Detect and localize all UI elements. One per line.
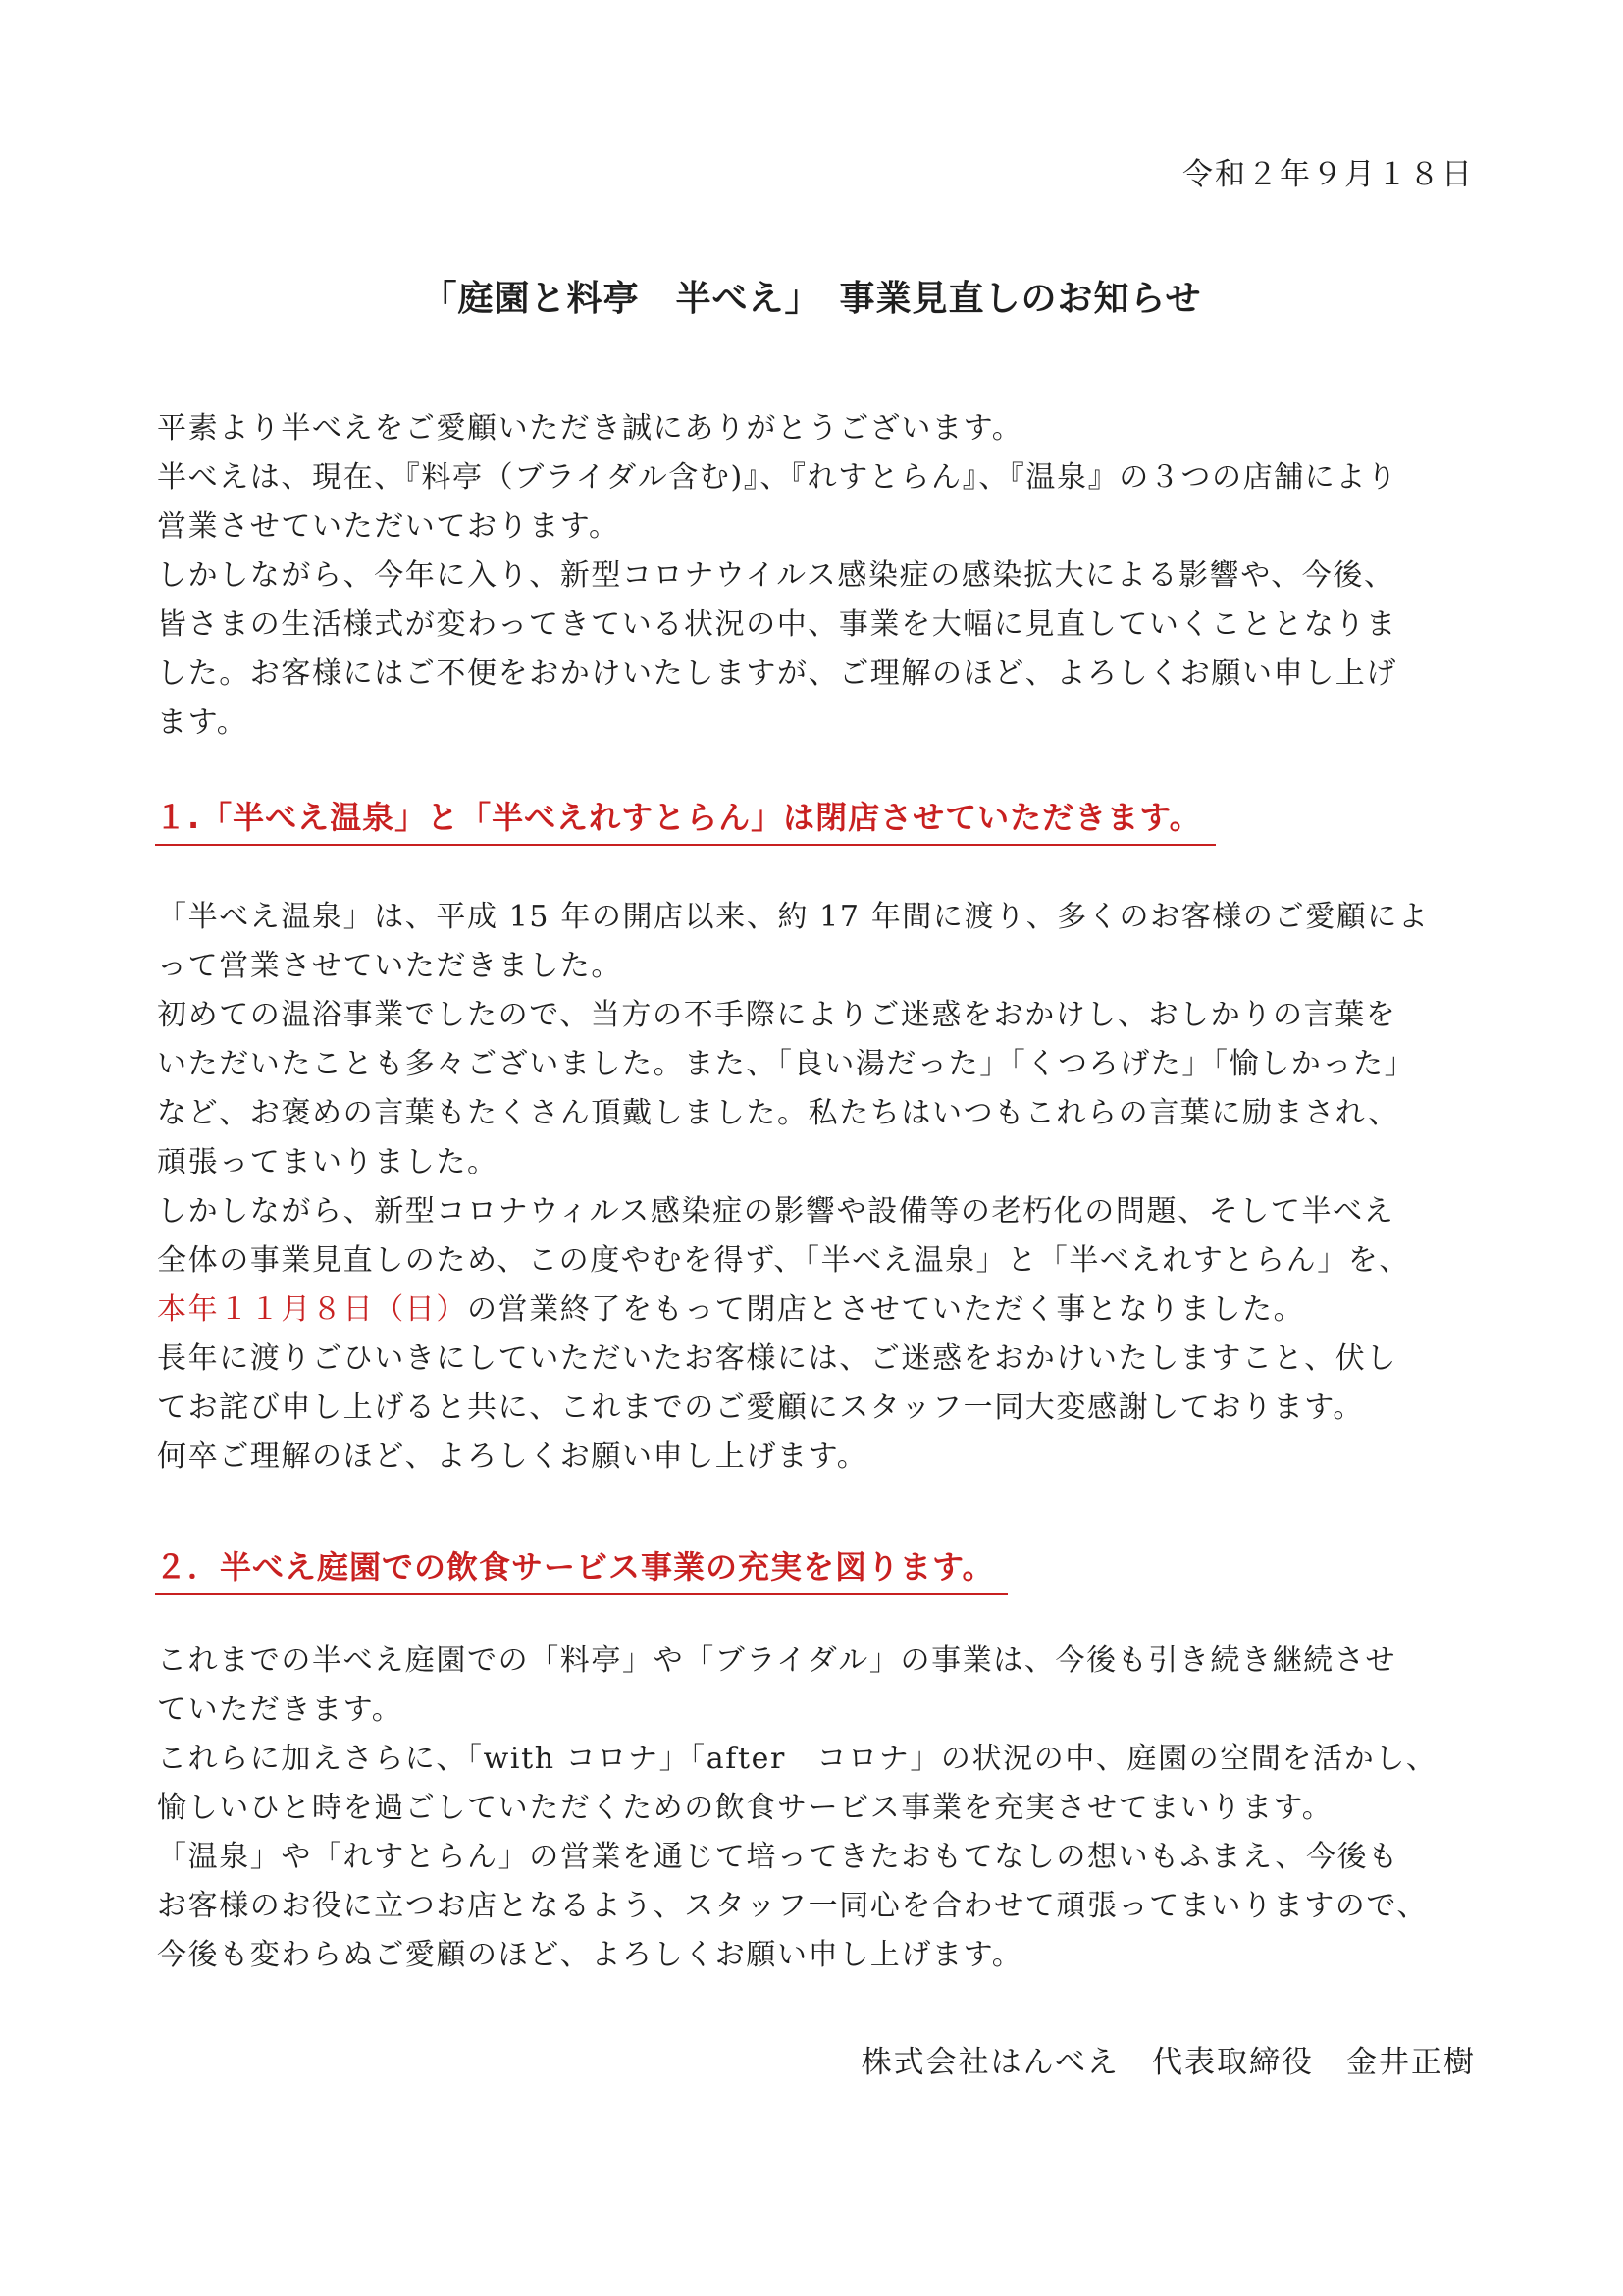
closing-date: 本年１１月８日（日） — [157, 1292, 467, 1327]
signature: 株式会社はんべえ 代表取締役 金井正樹 — [861, 2045, 1476, 2080]
closing-date-line — [157, 1285, 1492, 1334]
intro-line: しかしながら、今年に入り、新型コロナウイルス感染症の感染拡大による影響や、今後、 — [157, 558, 1395, 593]
section1-line: しかしながら、新型コロナウィルス感染症の影響や設備等の老朽化の問題、そして半べえ — [157, 1194, 1395, 1228]
intro-line: 平素より半べえをご愛顧いただき誠にありがとうございます。 — [157, 411, 1023, 445]
section1-line: てお詫び申し上げると共に、これまでのご愛顧にスタッフ一同大変感謝しております。 — [157, 1390, 1364, 1425]
section2-heading: ２．半べえ庭園での飲食サービス事業の充実を図ります。 — [155, 1542, 1008, 1595]
section1-line: など、お褒めの言葉もたくさん頂戴しました。私たちはいつもこれらの言葉に励まされ、 — [157, 1096, 1399, 1130]
section1-line: 頑張ってまいりました。 — [157, 1145, 498, 1179]
intro-line: ます。 — [157, 705, 248, 740]
section1-line: って営業させていただきました。 — [157, 949, 622, 983]
intro-line: 営業させていただいております。 — [157, 509, 620, 544]
section2-line: お客様のお役に立つお店となるよう、スタッフ一同心を合わせて頑張ってまいりますので、 — [157, 1889, 1428, 1923]
section2-line: これらに加えさらに、「with コロナ」「after コロナ」の状況の中、庭園の空間を活かし、 — [157, 1742, 1438, 1776]
section2-line: 今後も変わらぬご愛顧のほど、よろしくお願い申し上げます。 — [157, 1938, 1023, 1972]
section1-line: 長年に渡りごひいきにしていただいたお客様には、ご迷惑をおかけいたしますこと、伏し — [157, 1341, 1397, 1376]
section1-line: 「半べえ温泉」は、平成 15 年の開店以来、約 17 年間に渡り、多くのお客様のご愛顧によ — [157, 900, 1430, 934]
section1-line: 全体の事業見直しのため、この度やむを得ず、「半べえ温泉」と「半べえれすとらん」を、 — [157, 1243, 1410, 1278]
section1-line: いただいたことも多々ございました。また、「良い湯だった」「くつろげた」「愉しかった」 — [157, 1047, 1416, 1081]
section1-body — [157, 893, 1492, 1482]
closing-date-rest: の営業終了をもって閉店とさせていただく事となりました。 — [467, 1292, 1305, 1327]
section2-line: ていただきます。 — [157, 1693, 403, 1727]
section2-line: これまでの半べえ庭園での「料亭」や「ブライダル」の事業は、今後も引き続き継続させ — [157, 1644, 1397, 1678]
intro-line: 半べえは、現在、『料亭（ブライダル含む)』、『れすとらん』、『温泉』の３つの店舗により — [157, 460, 1398, 495]
intro-line: した。お客様にはご不便をおかけいたしますが、ご理解のほど、よろしくお願い申し上げ — [157, 656, 1397, 691]
section2-line: 「温泉」や「れすとらん」の営業を通じて培ってきたおもてなしの想いもふまえ、今後も — [157, 1840, 1399, 1874]
notice-title: 「庭園と料亭 半べえ」 事業見直しのお知らせ — [421, 279, 1202, 319]
section2-body — [157, 1637, 1492, 1980]
section1-heading: １.「半べえ温泉」と「半べえれすとらん」は閉店させていただきます。 — [155, 793, 1216, 846]
section2-line: 愉しいひと時を過ごしていただくための飲食サービス事業を充実させてまいります。 — [157, 1791, 1334, 1825]
intro-line: 皆さまの生活様式が変わってきている状況の中、事業を大幅に見直していくこととなりま — [157, 607, 1397, 642]
notice-date: 令和２年９月１８日 — [1182, 157, 1474, 192]
section1-line: 初めての温浴事業でしたので、当方の不手際によりご迷惑をおかけし、おしかりの言葉を — [157, 998, 1397, 1032]
intro-paragraph — [157, 404, 1492, 748]
section1-line: 何卒ご理解のほど、よろしくお願い申し上げます。 — [157, 1439, 868, 1474]
